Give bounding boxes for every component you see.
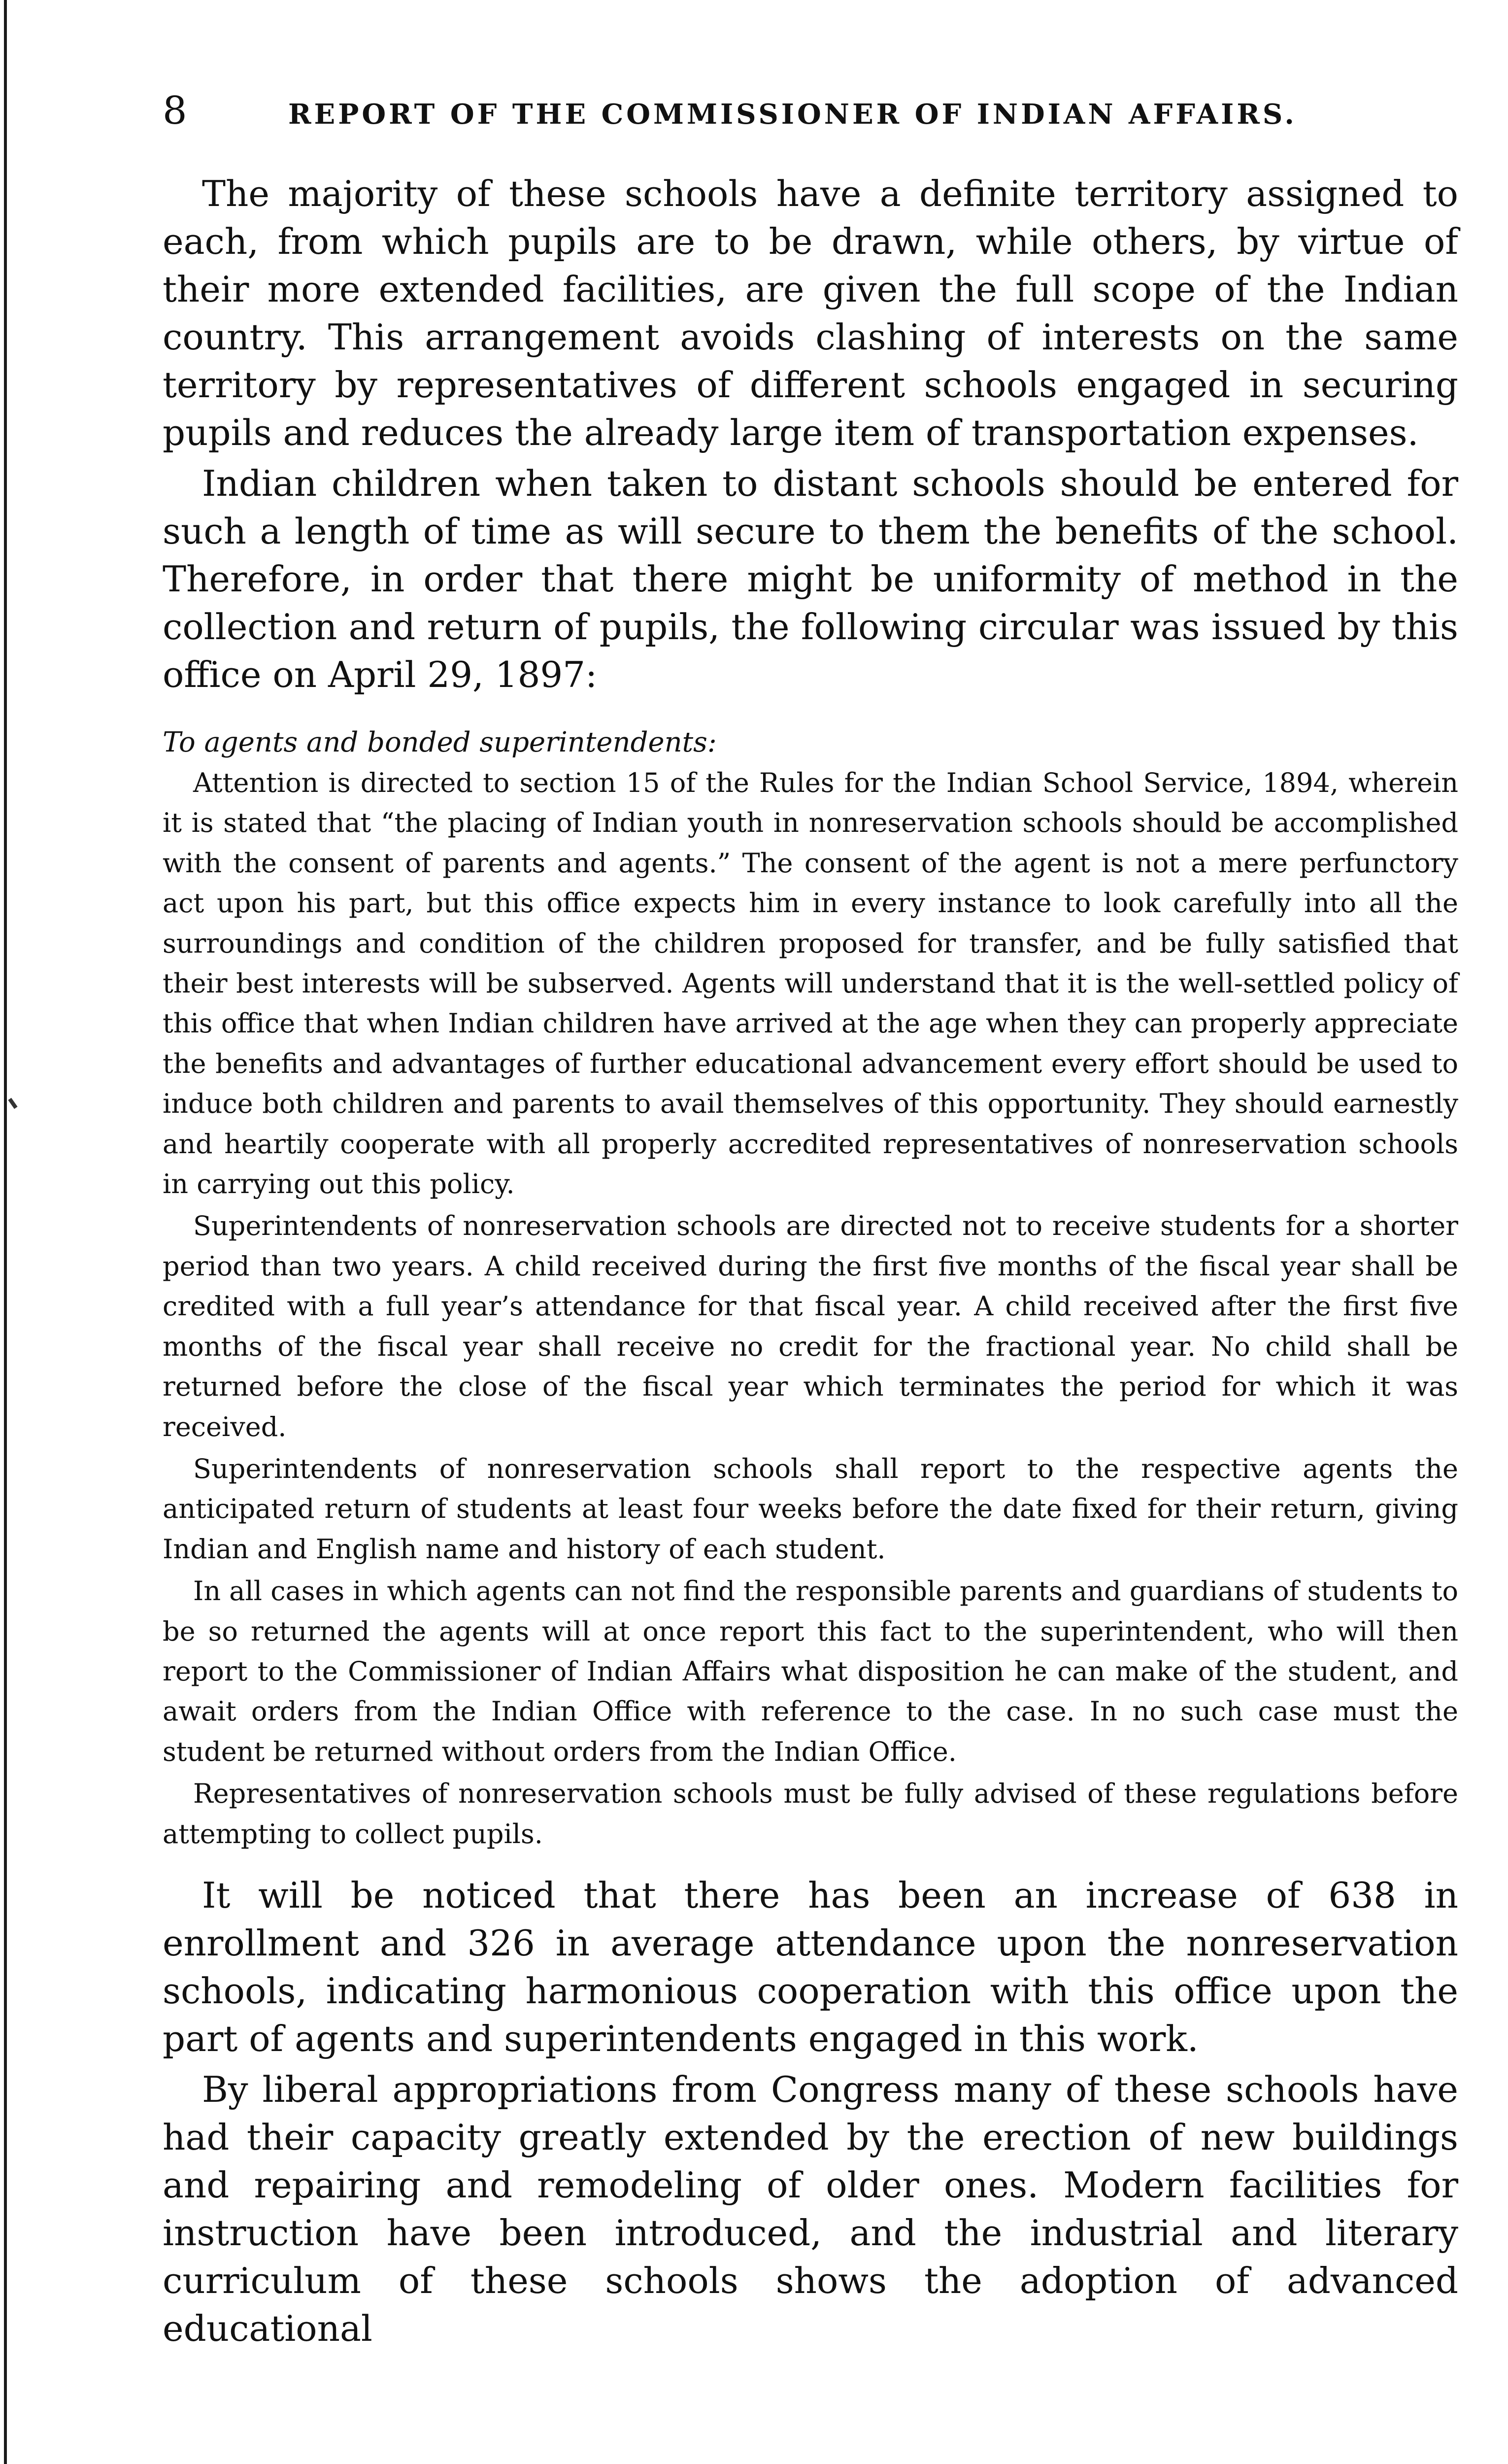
body-paragraph-enrollment: It will be noticed that there has been an increase of 638 in enrollment and 326 in average attendance upon the nonreservation schools, indicating harmonious cooperation with this office upon the part of agents and superintendents engaged in this work. bbox=[163, 1874, 1458, 2059]
page-content bbox=[163, 89, 1458, 2356]
circular-paragraph: Superintendents of nonreservation schools are directed not to receive students for a shorter period than two years. A child received during the first five months of the fiscal year shall be credited with a full year’s attendance for that fiscal year. A child received after the first five months of the fiscal year shall receive no credit for the fractional year. No child shall be returned before the close of the fiscal year which terminates the period for which it was received. bbox=[163, 1210, 1458, 1442]
page-number: 8 bbox=[163, 89, 187, 133]
body-paragraph-territory: The majority of these schools have a definite territory assigned to each, from which pupils are to be drawn, while others, by virtue of their more extended facilities, are given the full scope of the Indian country. This arrangement avoids clashing of interests on the same territory by representatives of different schools engaged in securing pupils and reduces the already large item of transportation expenses. bbox=[163, 173, 1458, 453]
margin-mark bbox=[8, 1098, 17, 1109]
circular-paragraph: Attention is directed to section 15 of the Rules for the Indian School Service, 1894, wherein it is stated that “the placing of Indian youth in nonreservation schools should be accomplished with the consent of parents and agents.” The consent of the agent is not a mere perfunctory act upon his part, but this office expects him in every instance to look carefully into all the surroundings and condition of the children proposed for transfer, and be fully satisfied that their best interests will be subserved. Agents will understand that it is the well-settled policy of this office that when Indian children have arrived at the age when they can properly appreciate the benefits and advantages of further educational advancement every effort should be used to induce both children and parents to avail themselves of this opportunity. They should earnestly and heartily cooperate with all properly accredited representatives of nonreservation schools in carrying out this policy. bbox=[163, 767, 1458, 1200]
body-paragraph-length-of-time: Indian children when taken to distant schools should be entered for such a length of time as will secure to them the benefits of the school. Therefore, in order that there might be uniformity of method in the collection and return of pupils, the following circular was issued by this office on April 29, 1897: bbox=[163, 463, 1458, 695]
circular-paragraph: In all cases in which agents can not find the responsible parents and guardians of students to be so returned the agents will at once report this fact to the superintendent, who will then report to the Commissioner of Indian Affairs what disposition he can make of the student, and await orders from the Indian Office with reference to the case. In no such case must the student be returned without orders from the Indian Office. bbox=[163, 1575, 1458, 1767]
circular-block bbox=[163, 722, 1458, 1854]
body-paragraph-appropriations: By liberal appropriations from Congress many of these schools have had their capacity greatly extended by the erection of new buildings and repairing and remodeling of older ones. Modern facilities for instruction have been introduced, and the industrial and literary curriculum of these schools shows the adoption of advanced educational bbox=[163, 2068, 1458, 2349]
circular-salutation: To agents and bonded superintendents: bbox=[163, 726, 717, 758]
running-head-title: REPORT OF THE COMMISSIONER OF INDIAN AFFAIRS. bbox=[288, 98, 1297, 131]
running-head bbox=[163, 89, 1458, 143]
page-edge-left bbox=[4, 0, 7, 2464]
circular-paragraph: Representatives of nonreservation schools must be fully advised of these regulations before attempting to collect pupils. bbox=[163, 1778, 1458, 1849]
circular-paragraph: Superintendents of nonreservation schools shall report to the respective agents the anticipated return of students at least four weeks before the date fixed for their return, giving Indian and English name and history of each student. bbox=[163, 1453, 1458, 1565]
